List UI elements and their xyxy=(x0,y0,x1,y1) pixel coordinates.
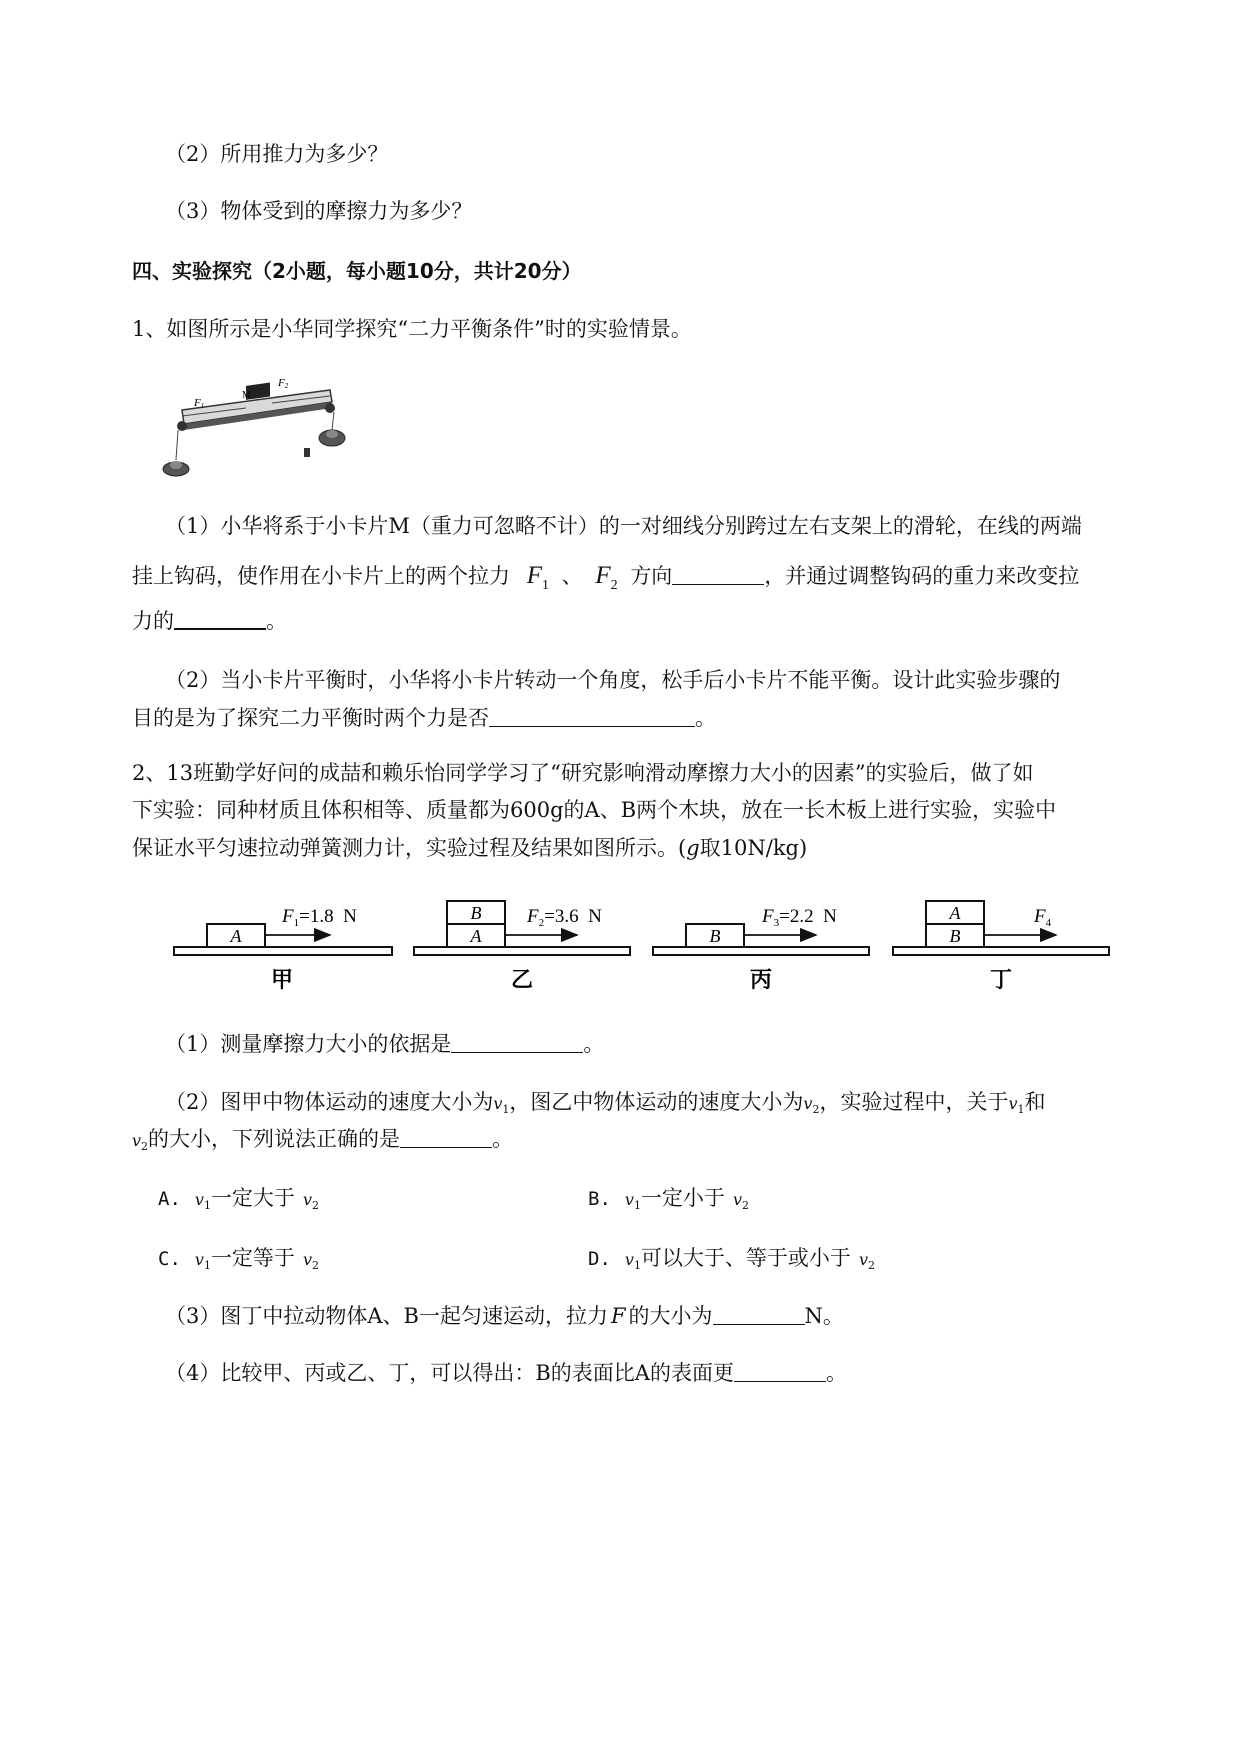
setup-jia xyxy=(174,906,392,992)
answer-blank-collinear[interactable] xyxy=(489,706,695,727)
caption: 丁 xyxy=(989,967,1013,992)
p1-sub1-line2-text-a: 挂上钩码，使作用在小卡片上的两个拉力 xyxy=(132,564,510,588)
period: 。 xyxy=(266,609,287,633)
option-a-text: 一定大于 xyxy=(210,1186,295,1210)
p2-sub3-text-b: 的大小为 xyxy=(628,1304,713,1328)
answer-blank-basis[interactable] xyxy=(451,1032,583,1053)
right-weight-string xyxy=(332,412,334,430)
problem-1-intro: 1、如图所示是小华同学探究“二力平衡条件”时的实验情景。 xyxy=(132,317,692,341)
f-symbol: F xyxy=(610,1304,626,1328)
answer-blank-direction[interactable] xyxy=(672,564,764,585)
g-symbol: g xyxy=(686,836,700,860)
v2-symbol: $v_2$ xyxy=(132,1131,149,1154)
section-heading: 四、实验探究（2小题，每小题10分，共计20分） xyxy=(132,259,582,283)
friction-experiment-figure xyxy=(172,895,1117,995)
option-a[interactable] xyxy=(158,1184,319,1220)
p1-sub2-line1: （2）当小卡片平衡时，小华将小卡片转动一个角度，松手后小卡片不能平衡。设计此实验步骤的 xyxy=(165,668,1061,692)
answer-blank-magnitude[interactable] xyxy=(174,608,266,630)
setup-bing xyxy=(653,906,869,992)
p2-intro-line3-text-b: 取10N/kg) xyxy=(699,836,808,860)
v2-symbol: $v_2$ xyxy=(302,1190,319,1213)
period: 。 xyxy=(583,1032,605,1056)
force-f1: $F_1$ xyxy=(526,562,549,593)
p2-intro-line2: 下实验：同种材质且体积相等、质量都为600g的A、B两个木块，放在一长木板上进行实验，实验中 xyxy=(132,798,1057,822)
p2-sub2-text-c: ，实验过程中，关于 xyxy=(819,1090,1009,1114)
option-d-label: D. xyxy=(588,1248,611,1270)
option-d-text: 可以大于、等于或小于 xyxy=(640,1246,851,1270)
unit: N。 xyxy=(804,1304,844,1328)
period: 。 xyxy=(825,1361,847,1385)
p2-sub2-line2-text: 的大小，下列说法正确的是 xyxy=(148,1127,401,1151)
answer-blank-force[interactable] xyxy=(713,1304,805,1325)
p1-sub1-line3-text: 力的 xyxy=(132,609,174,633)
section3-question-3: （3）物体受到的摩擦力为多少？ xyxy=(165,199,473,223)
p2-sub2-line1 xyxy=(165,1088,1046,1124)
force-f2: $F_2$ xyxy=(595,562,618,593)
p1-sub1-line2-text-b: 方向 xyxy=(630,564,673,588)
p2-intro-line1: 2、13班勤学好问的成喆和赖乐怡同学学习了“研究影响滑动摩擦力大小的因素”的实验后，做了如 xyxy=(132,761,1034,785)
force-label: $F_2=3.6$ N xyxy=(527,906,602,929)
p2-sub4-text: （4）比较甲、丙或乙、丁，可以得出：B的表面比A的表面更 xyxy=(165,1361,734,1385)
force-label: $F_4$ xyxy=(1034,906,1052,929)
p2-sub3 xyxy=(165,1302,844,1330)
block-label-top: A xyxy=(949,903,961,923)
p2-sub4 xyxy=(165,1359,847,1387)
block-label: B xyxy=(709,926,721,946)
spare-weight xyxy=(304,448,310,457)
block-label: A xyxy=(230,926,242,946)
right-pulley xyxy=(325,403,335,413)
p2-intro-line3-text-a: 保证水平匀速拉动弹簧测力计，实验过程及结果如图所示。( xyxy=(132,836,687,860)
option-b[interactable] xyxy=(588,1184,749,1220)
option-b-label: B. xyxy=(588,1188,611,1210)
v2-symbol: $v_2$ xyxy=(858,1250,875,1273)
p1-sub1-line2 xyxy=(132,562,1079,600)
balance-apparatus-figure xyxy=(160,368,360,488)
v1-symbol: $v_1$ xyxy=(194,1190,211,1213)
setup-yi xyxy=(414,901,630,992)
v1-symbol: $v_1$ xyxy=(194,1250,211,1273)
p1-sub2-line2-text: 目的是为了探究二力平衡时两个力是否 xyxy=(132,706,489,730)
block-label-top: B xyxy=(470,903,482,923)
p2-intro-line3 xyxy=(132,834,807,862)
option-b-text: 一定小于 xyxy=(640,1186,725,1210)
p2-sub2-text-b: ，图乙中物体运动的速度大小为 xyxy=(509,1090,804,1114)
v1-symbol: $v_1$ xyxy=(493,1094,510,1117)
setup-ding xyxy=(893,901,1109,992)
v2-symbol: $v_2$ xyxy=(803,1094,820,1117)
force-label: $F_3=2.2$ N xyxy=(762,906,837,929)
left-weight-string xyxy=(176,430,178,460)
label-m: M xyxy=(242,390,251,401)
label-f2: F2 xyxy=(278,377,289,390)
left-pulley xyxy=(177,421,187,431)
option-c[interactable] xyxy=(158,1244,319,1280)
v1-symbol: $v_1$ xyxy=(624,1190,641,1213)
right-weight-hook xyxy=(326,430,338,438)
p2-sub2-text-d: 和 xyxy=(1024,1090,1046,1114)
period: 。 xyxy=(492,1127,514,1151)
caption: 丙 xyxy=(749,967,773,992)
p1-sub1-line3 xyxy=(132,607,287,635)
label-f1: F1 xyxy=(194,397,205,410)
board xyxy=(893,947,1109,955)
block-label-bottom: B xyxy=(949,926,961,946)
v2-symbol: $v_2$ xyxy=(732,1190,749,1213)
caption: 甲 xyxy=(270,967,294,992)
v1-symbol: $v_1$ xyxy=(624,1250,641,1273)
p2-sub3-text-a: （3）图丁中拉动物体A、B一起匀速运动，拉力 xyxy=(165,1304,608,1328)
left-weight-hook xyxy=(170,461,182,469)
p2-sub1-text: （1）测量摩擦力大小的依据是 xyxy=(165,1032,452,1056)
block-label-bottom: A xyxy=(470,926,482,946)
option-c-text: 一定等于 xyxy=(210,1246,295,1270)
p1-sub2-line2 xyxy=(132,704,716,732)
board xyxy=(653,947,869,955)
p1-sub1-line2-text-c: ，并通过调整钩码的重力来改变拉 xyxy=(764,564,1080,588)
answer-blank-choice[interactable] xyxy=(400,1127,492,1148)
answer-blank-surface[interactable] xyxy=(734,1361,826,1382)
section3-question-2: （2）所用推力为多少？ xyxy=(165,142,389,166)
option-d[interactable] xyxy=(588,1244,875,1280)
v1-symbol: $v_1$ xyxy=(1008,1094,1025,1117)
v2-symbol: $v_2$ xyxy=(302,1250,319,1273)
p2-sub1 xyxy=(165,1030,604,1058)
p2-sub2-line2 xyxy=(132,1125,513,1161)
force-label: $F_1=1.8$ N xyxy=(282,906,357,929)
option-a-label: A. xyxy=(158,1188,181,1210)
board xyxy=(174,947,392,955)
p2-sub2-text-a: （2）图甲中物体运动的速度大小为 xyxy=(165,1090,494,1114)
option-c-label: C. xyxy=(158,1248,181,1270)
board xyxy=(414,947,630,955)
separator: 、 xyxy=(561,564,583,588)
caption: 乙 xyxy=(510,967,534,992)
period: 。 xyxy=(695,706,716,730)
p1-sub1-line1: （1）小华将系于小卡片M（重力可忽略不计）的一对细线分别跨过左右支架上的滑轮，在线的两端 xyxy=(165,514,1082,538)
